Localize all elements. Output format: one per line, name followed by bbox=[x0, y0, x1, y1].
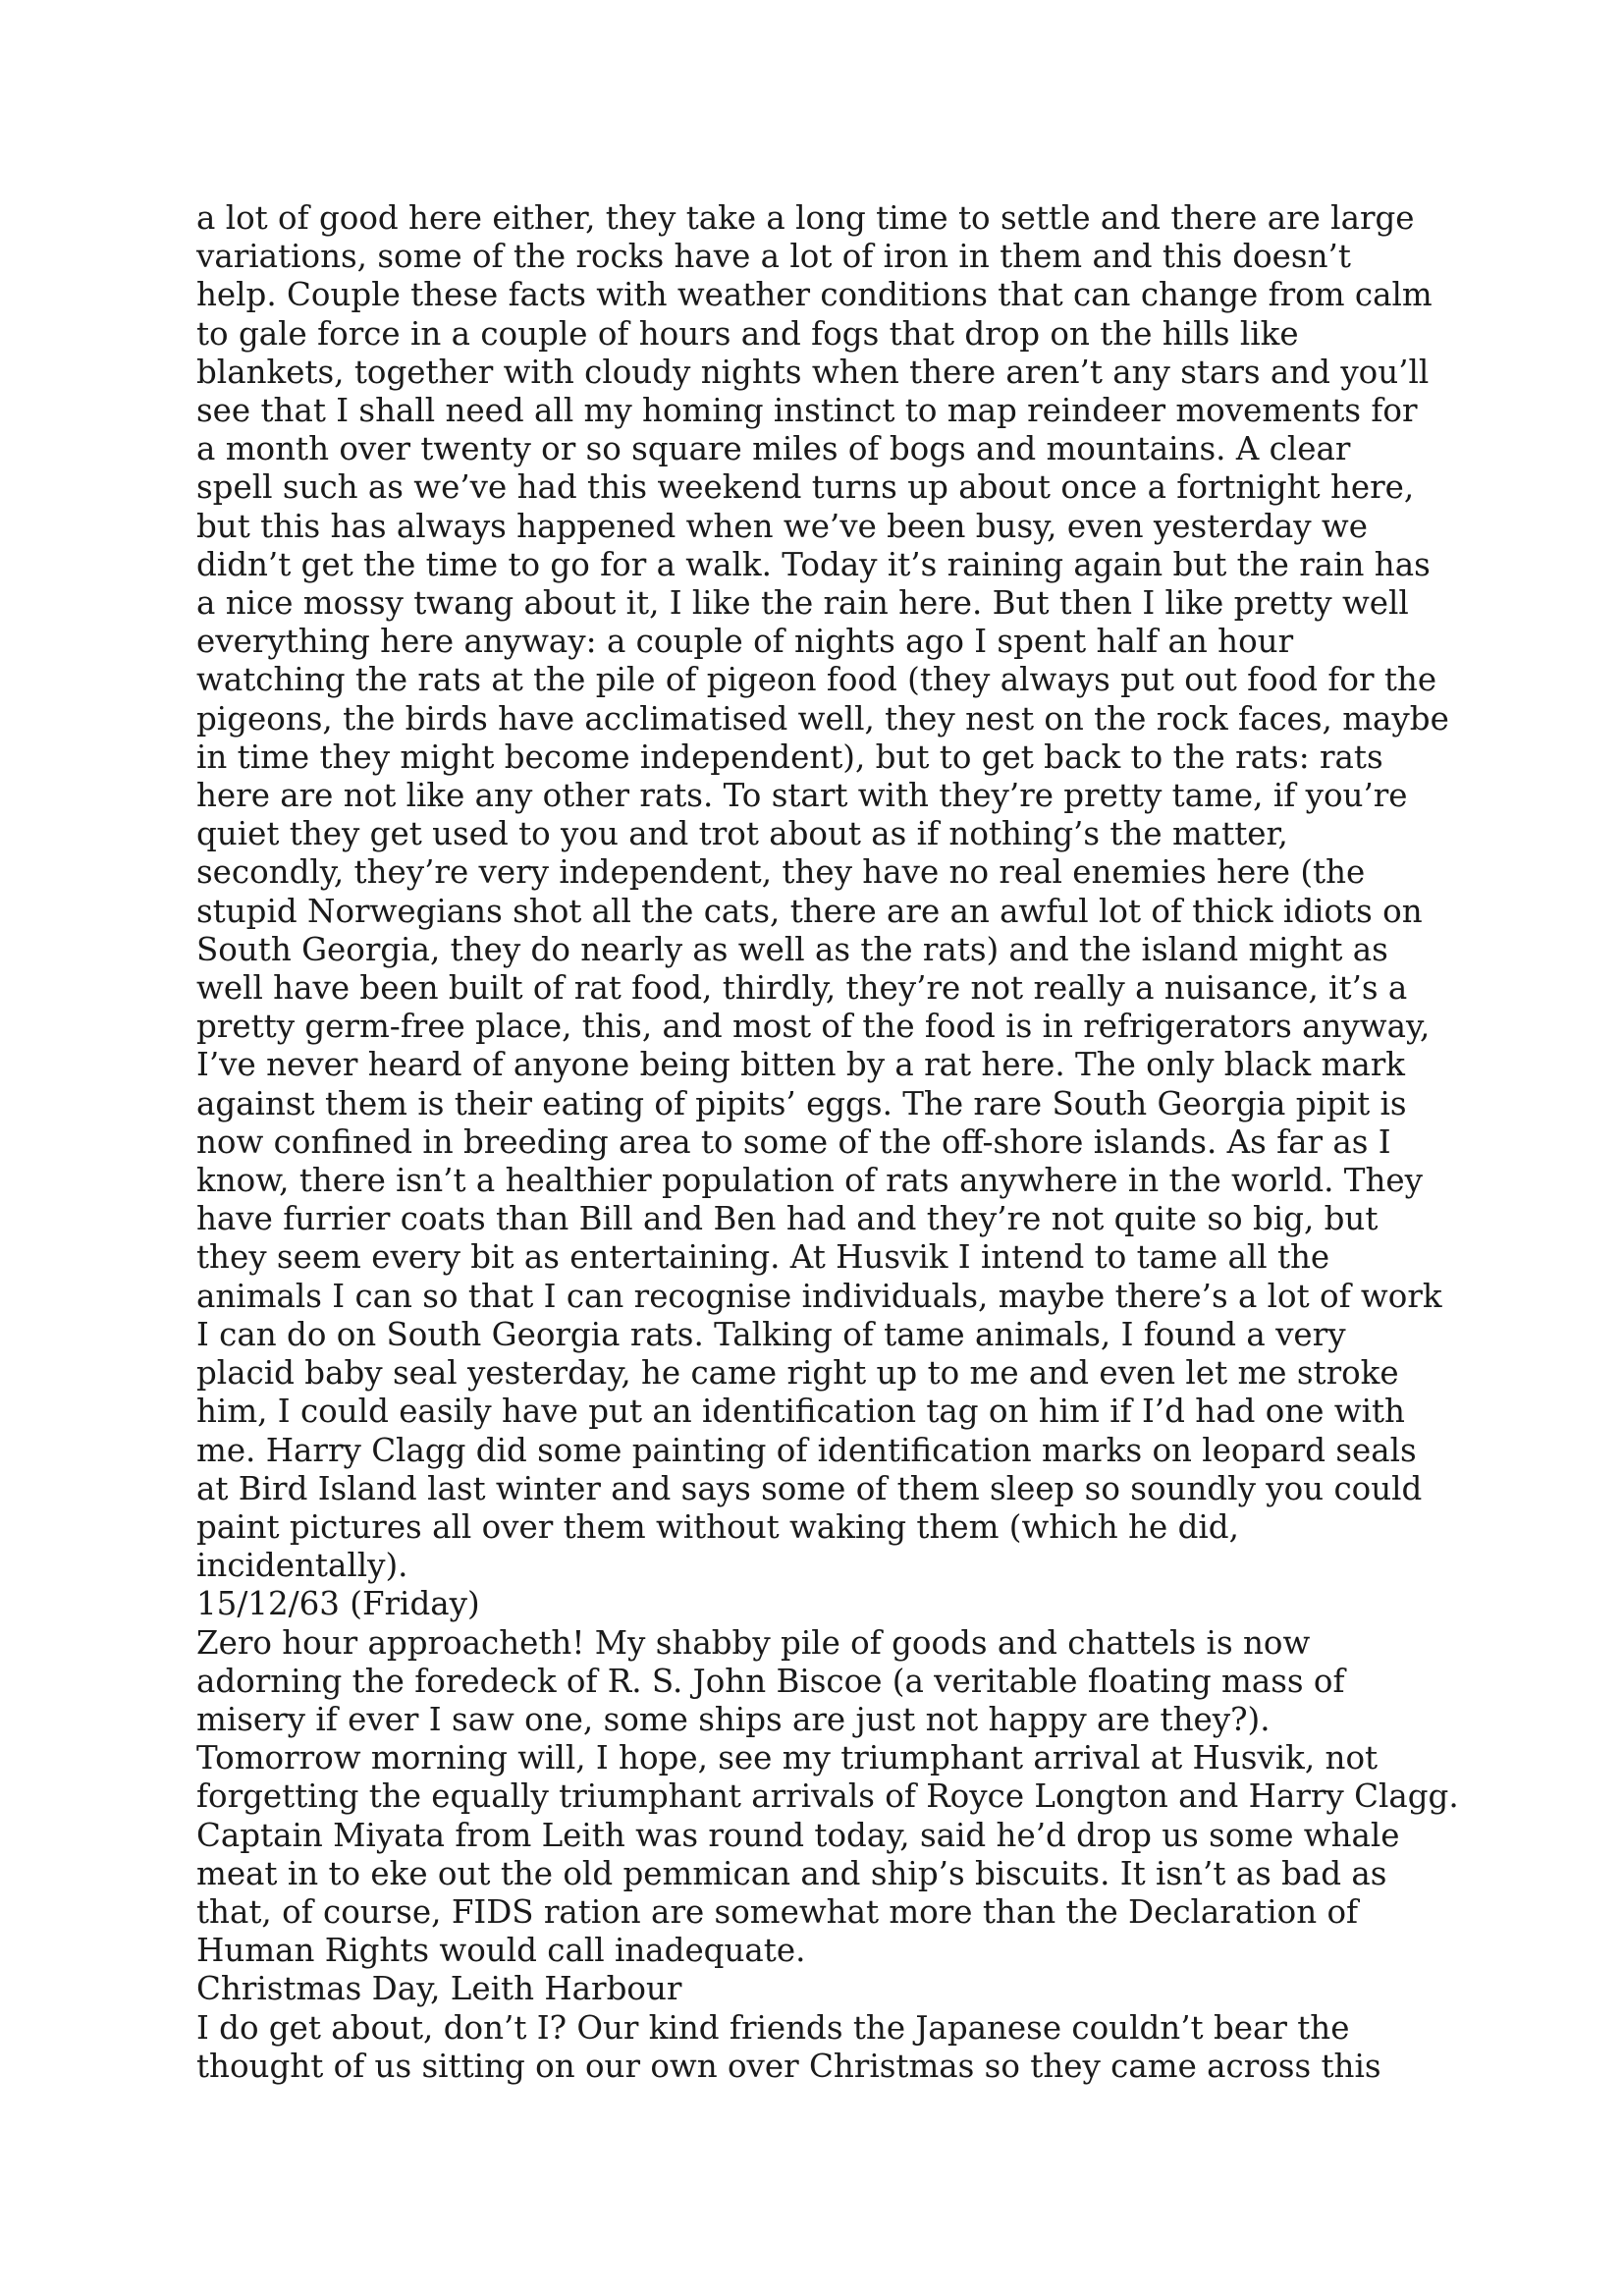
text-line: a month over twenty or so square miles of bogs and mountains. A clear bbox=[196, 430, 1351, 468]
text-line: misery if ever I saw one, some ships are just not happy are they?). bbox=[196, 1700, 1271, 1738]
text-line: I’ve never heard of anyone being bitten by a rat here. The only black mark bbox=[196, 1046, 1405, 1084]
entry-date-heading: Christmas Day, Leith Harbour bbox=[196, 1970, 682, 2008]
text-line: variations, some of the rocks have a lot of iron in them and this doesn’t bbox=[196, 238, 1351, 276]
text-line: that, of course, FIDS ration are somewhat more than the Declaration of bbox=[196, 1892, 1359, 1931]
text-line: pigeons, the birds have acclimatised well, they nest on the rock faces, maybe bbox=[196, 699, 1449, 738]
text-line: Tomorrow morning will, I hope, see my triumphant arrival at Husvik, not bbox=[196, 1739, 1379, 1777]
text-line: now confined in breeding area to some of the off-shore islands. As far as I bbox=[196, 1122, 1391, 1161]
text-line: secondly, they’re very independent, they have no real enemies here (the bbox=[196, 853, 1366, 892]
text-line: paint pictures all over them without waking them (which he did, bbox=[196, 1507, 1239, 1546]
text-line: thought of us sitting on our own over Christmas so they came across this bbox=[196, 2047, 1381, 2085]
text-line: animals I can so that I can recognise individuals, maybe there’s a lot of work bbox=[196, 1277, 1442, 1315]
text-line: Human Rights would call inadequate. bbox=[196, 1932, 806, 1970]
text-line: me. Harry Clagg did some painting of identification marks on leopard seals bbox=[196, 1431, 1417, 1469]
text-line: a lot of good here either, they take a long time to settle and there are large bbox=[196, 199, 1415, 237]
text-line: I can do on South Georgia rats. Talking of tame animals, I found a very bbox=[196, 1315, 1346, 1353]
text-line: stupid Norwegians shot all the cats, there are an awful lot of thick idiots on bbox=[196, 892, 1423, 930]
text-line: a nice mossy twang about it, I like the rain here. But then I like pretty well bbox=[196, 584, 1409, 623]
text-line: against them is their eating of pipits’ eggs. The rare South Georgia pipit is bbox=[196, 1084, 1407, 1122]
text-line: in time they might become independent), but to get back to the rats: rats bbox=[196, 738, 1383, 776]
text-line: meat in to eke out the old pemmican and ship’s biscuits. It isn’t as bad as bbox=[196, 1854, 1387, 1892]
text-line: Zero hour approacheth! My shabby pile of goods and chattels is now bbox=[196, 1623, 1311, 1662]
text-line: spell such as we’ve had this weekend turns up about once a fortnight here, bbox=[196, 468, 1415, 507]
text-line: placid baby seal yesterday, he came right up to me and even let me stroke bbox=[196, 1354, 1399, 1393]
text-line: pretty germ-free place, this, and most of the food is in refrigerators anyway, bbox=[196, 1008, 1431, 1046]
text-line: well have been built of rat food, thirdly, they’re not really a nuisance, it’s a bbox=[196, 969, 1408, 1008]
text-line: here are not like any other rats. To start with they’re pretty tame, if you’re bbox=[196, 777, 1408, 815]
text-line: but this has always happened when we’ve been busy, even yesterday we bbox=[196, 507, 1368, 545]
text-line: see that I shall need all my homing instinct to map reindeer movements for bbox=[196, 392, 1418, 430]
text-line: everything here anyway: a couple of nights ago I spent half an hour bbox=[196, 623, 1294, 661]
text-line: I do get about, don’t I? Our kind friends the Japanese couldn’t bear the bbox=[196, 2008, 1350, 2047]
text-line: they seem every bit as entertaining. At Husvik I intend to tame all the bbox=[196, 1238, 1330, 1277]
text-line: watching the rats at the pile of pigeon food (they always put out food for the bbox=[196, 661, 1437, 699]
text-line: Captain Miyata from Leith was round today, said he’d drop us some whale bbox=[196, 1816, 1400, 1854]
text-line: adorning the foredeck of R. S. John Biscoe (a veritable floating mass of bbox=[196, 1662, 1345, 1700]
document-page bbox=[196, 199, 1473, 2086]
text-line: know, there isn’t a healthier population of rats anywhere in the world. They bbox=[196, 1162, 1424, 1200]
text-line: help. Couple these facts with weather conditions that can change from calm bbox=[196, 276, 1433, 314]
text-line: at Bird Island last winter and says some of them sleep so soundly you could bbox=[196, 1469, 1423, 1507]
text-line: forgetting the equally triumphant arrivals of Royce Longton and Harry Clagg. bbox=[196, 1777, 1459, 1816]
text-line: to gale force in a couple of hours and fogs that drop on the hills like bbox=[196, 314, 1299, 353]
text-line: him, I could easily have put an identification tag on him if I’d had one with bbox=[196, 1393, 1405, 1431]
text-line: quiet they get used to you and trot about as if nothing’s the matter, bbox=[196, 815, 1288, 853]
entry-date-heading: 15/12/63 (Friday) bbox=[196, 1585, 480, 1623]
text-line: incidentally). bbox=[196, 1547, 408, 1585]
text-line: have furrier coats than Bill and Ben had and they’re not quite so big, but bbox=[196, 1200, 1379, 1238]
text-line: South Georgia, they do nearly as well as the rats) and the island might as bbox=[196, 930, 1388, 968]
text-line: blankets, together with cloudy nights when there aren’t any stars and you’ll bbox=[196, 353, 1430, 391]
text-line: didn’t get the time to go for a walk. Today it’s raining again but the rain has bbox=[196, 545, 1431, 583]
